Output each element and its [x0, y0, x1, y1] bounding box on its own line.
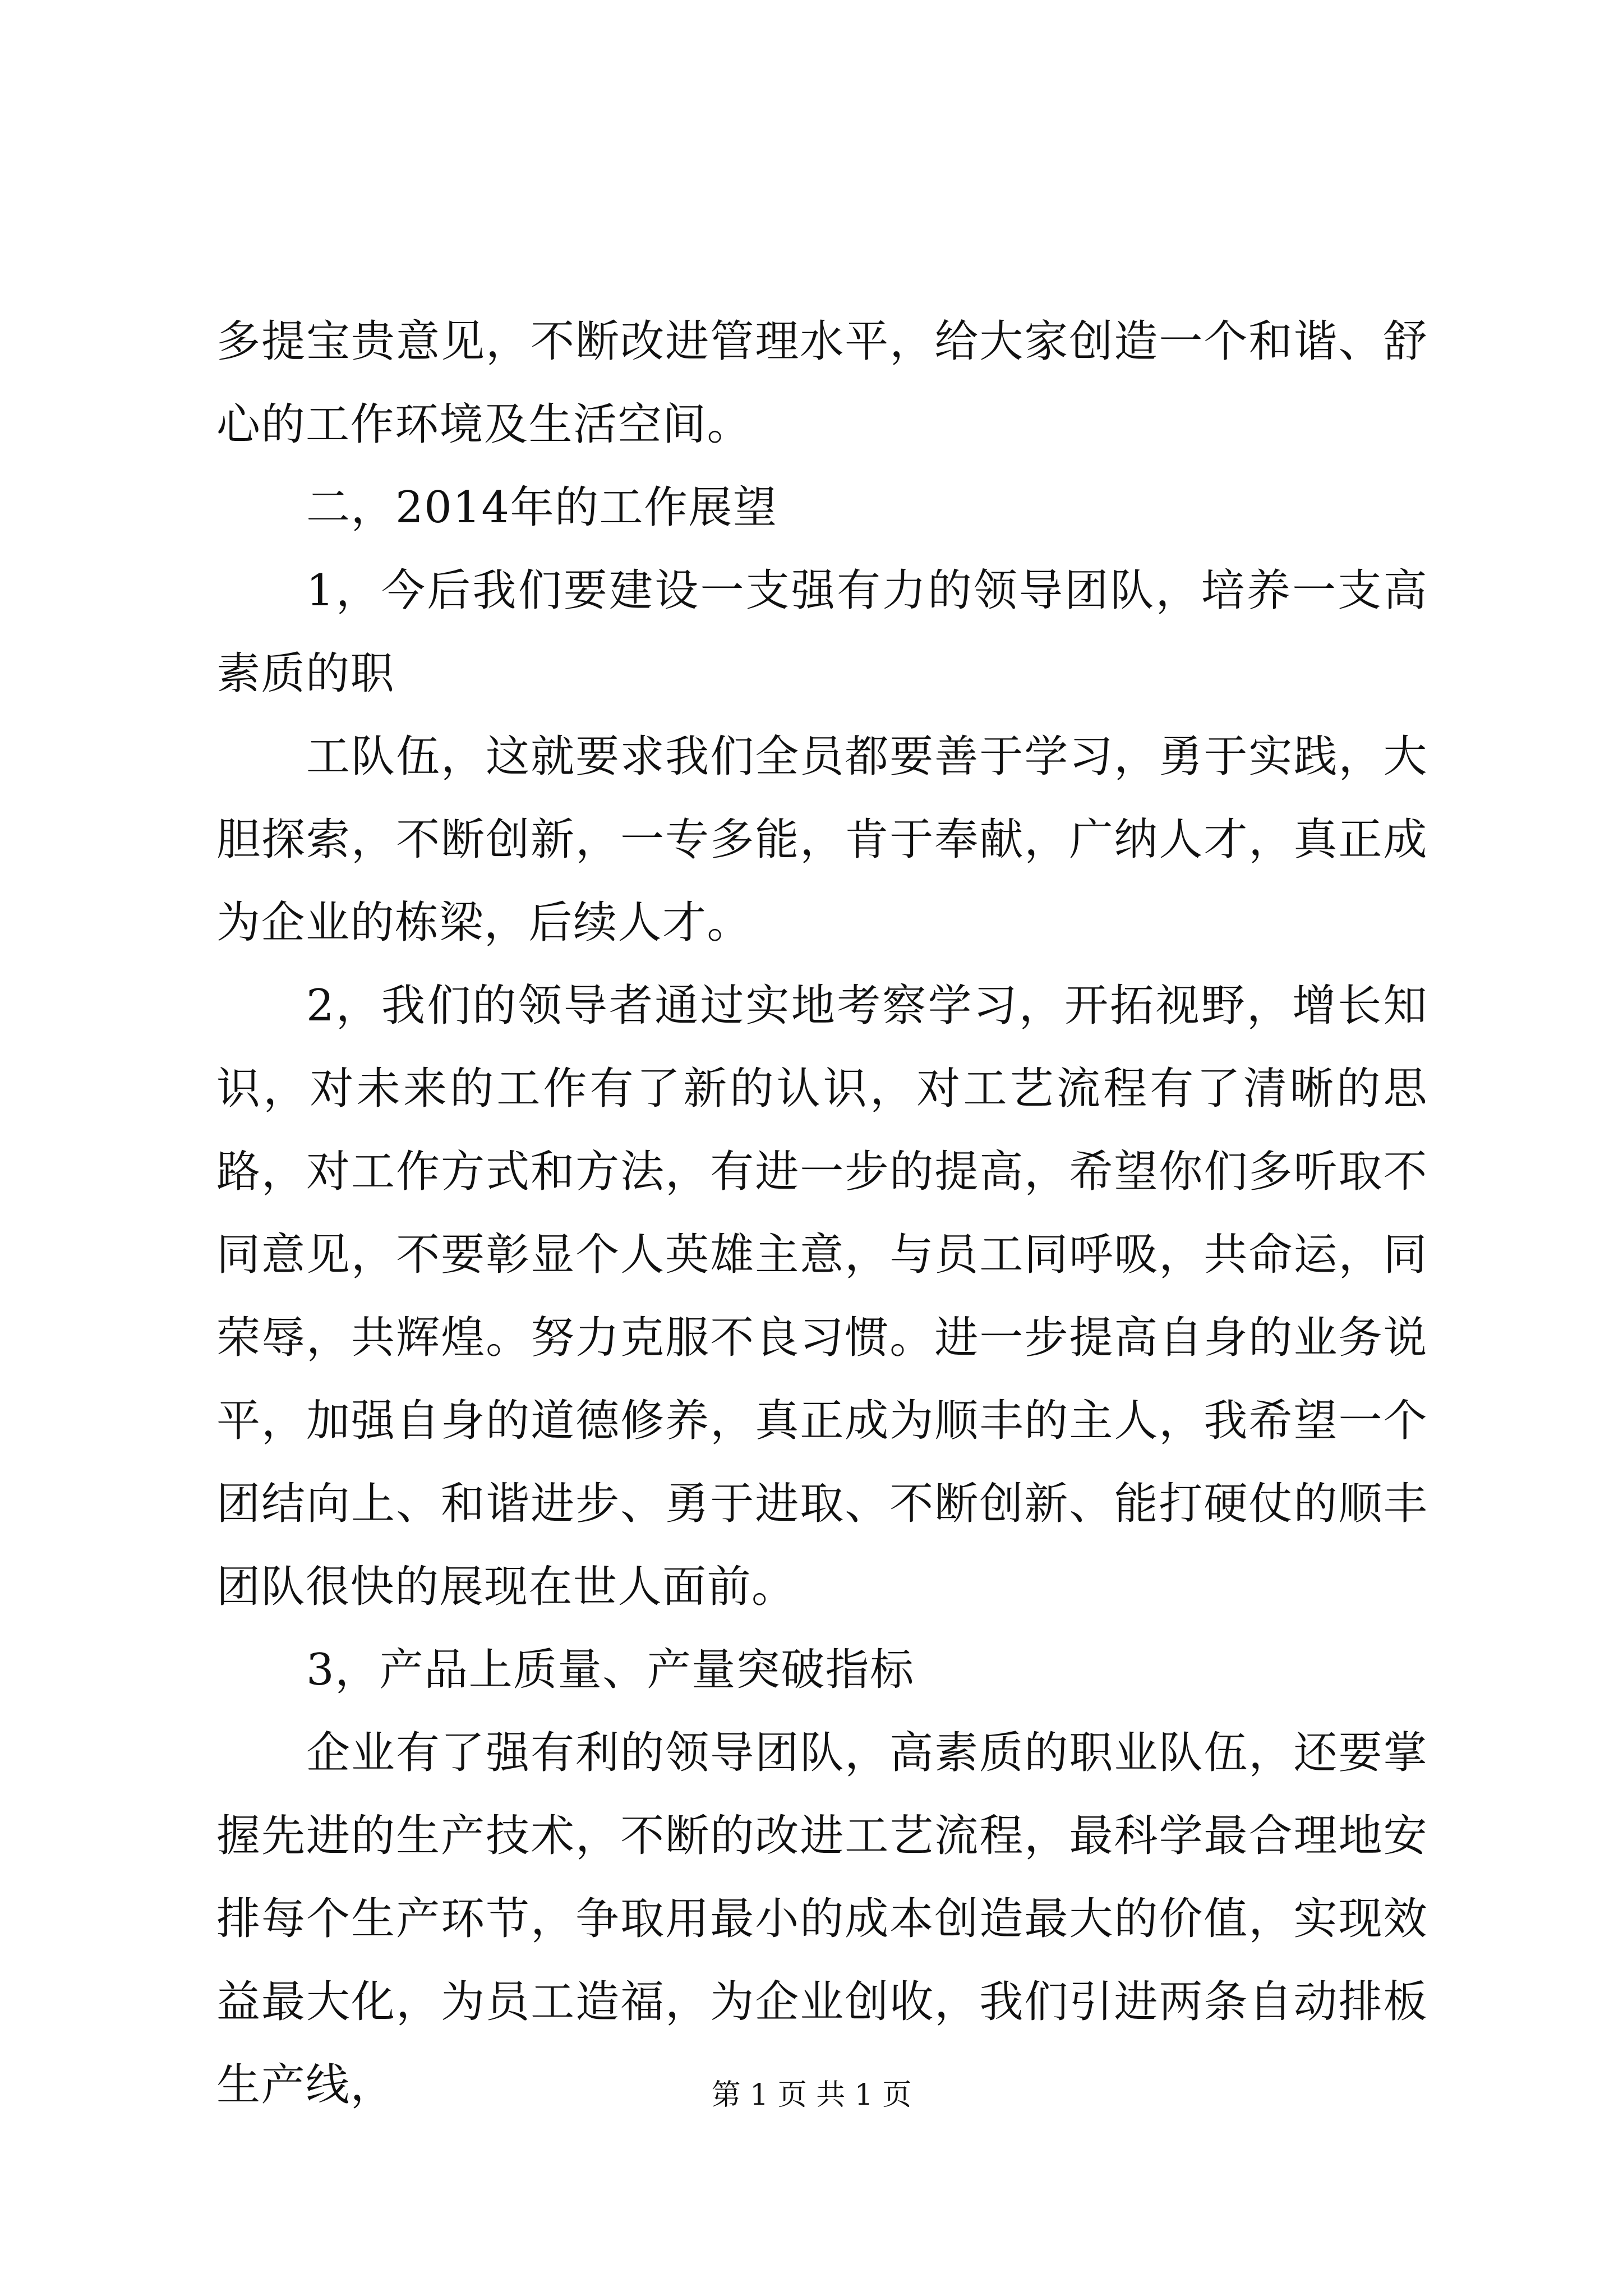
section-heading: 3，产品上质量、产量突破指标: [306, 1645, 915, 1695]
paragraph: 企业有了强有利的领导团队，高素质的职业队伍，还要掌握先进的生产技术，不断的改进工艺流程，最科学最合理地安排每个生产环节，争取用最小的成本创造最大的价值，实现效益最大化，为员工造福，为企业创收，我们引进两条自动排板生产线，: [216, 1728, 1428, 2110]
section-heading: 二，2014年的工作展望: [306, 482, 778, 533]
document-body: [216, 300, 1428, 2127]
paragraph: 1，今后我们要建设一支强有力的领导团队，培养一支高素质的职: [216, 565, 1428, 699]
page-footer: 第 1 页 共 1 页: [711, 2078, 912, 2112]
paragraph: 2，我们的领导者通过实地考察学习，开拓视野，增长知识，对未来的工作有了新的认识，对工艺流程有了清晰的思路，对工作方式和方法，有进一步的提高，希望你们多听取不同意见，不要彰显个人英雄主意，与员工同呼吸，共命运，同荣辱，共辉煌。努力克服不良习惯。进一步提高自身的业务说平，加强自身的道德修养，真正成为顺丰的主人，我希望一个团结向上、和谐进步、勇于进取、不断创新、能打硬仗的顺丰团队很快的展现在世人面前。: [216, 981, 1428, 1612]
paragraph: 工队伍，这就要求我们全员都要善于学习，勇于实践，大胆探索，不断创新，一专多能，肯于奉献，广纳人才，真正成为企业的栋梁，后续人才。: [216, 731, 1428, 948]
paragraph: 多提宝贵意见，不断改进管理水平，给大家创造一个和谐、舒心的工作环境及生活空间。: [216, 316, 1428, 450]
